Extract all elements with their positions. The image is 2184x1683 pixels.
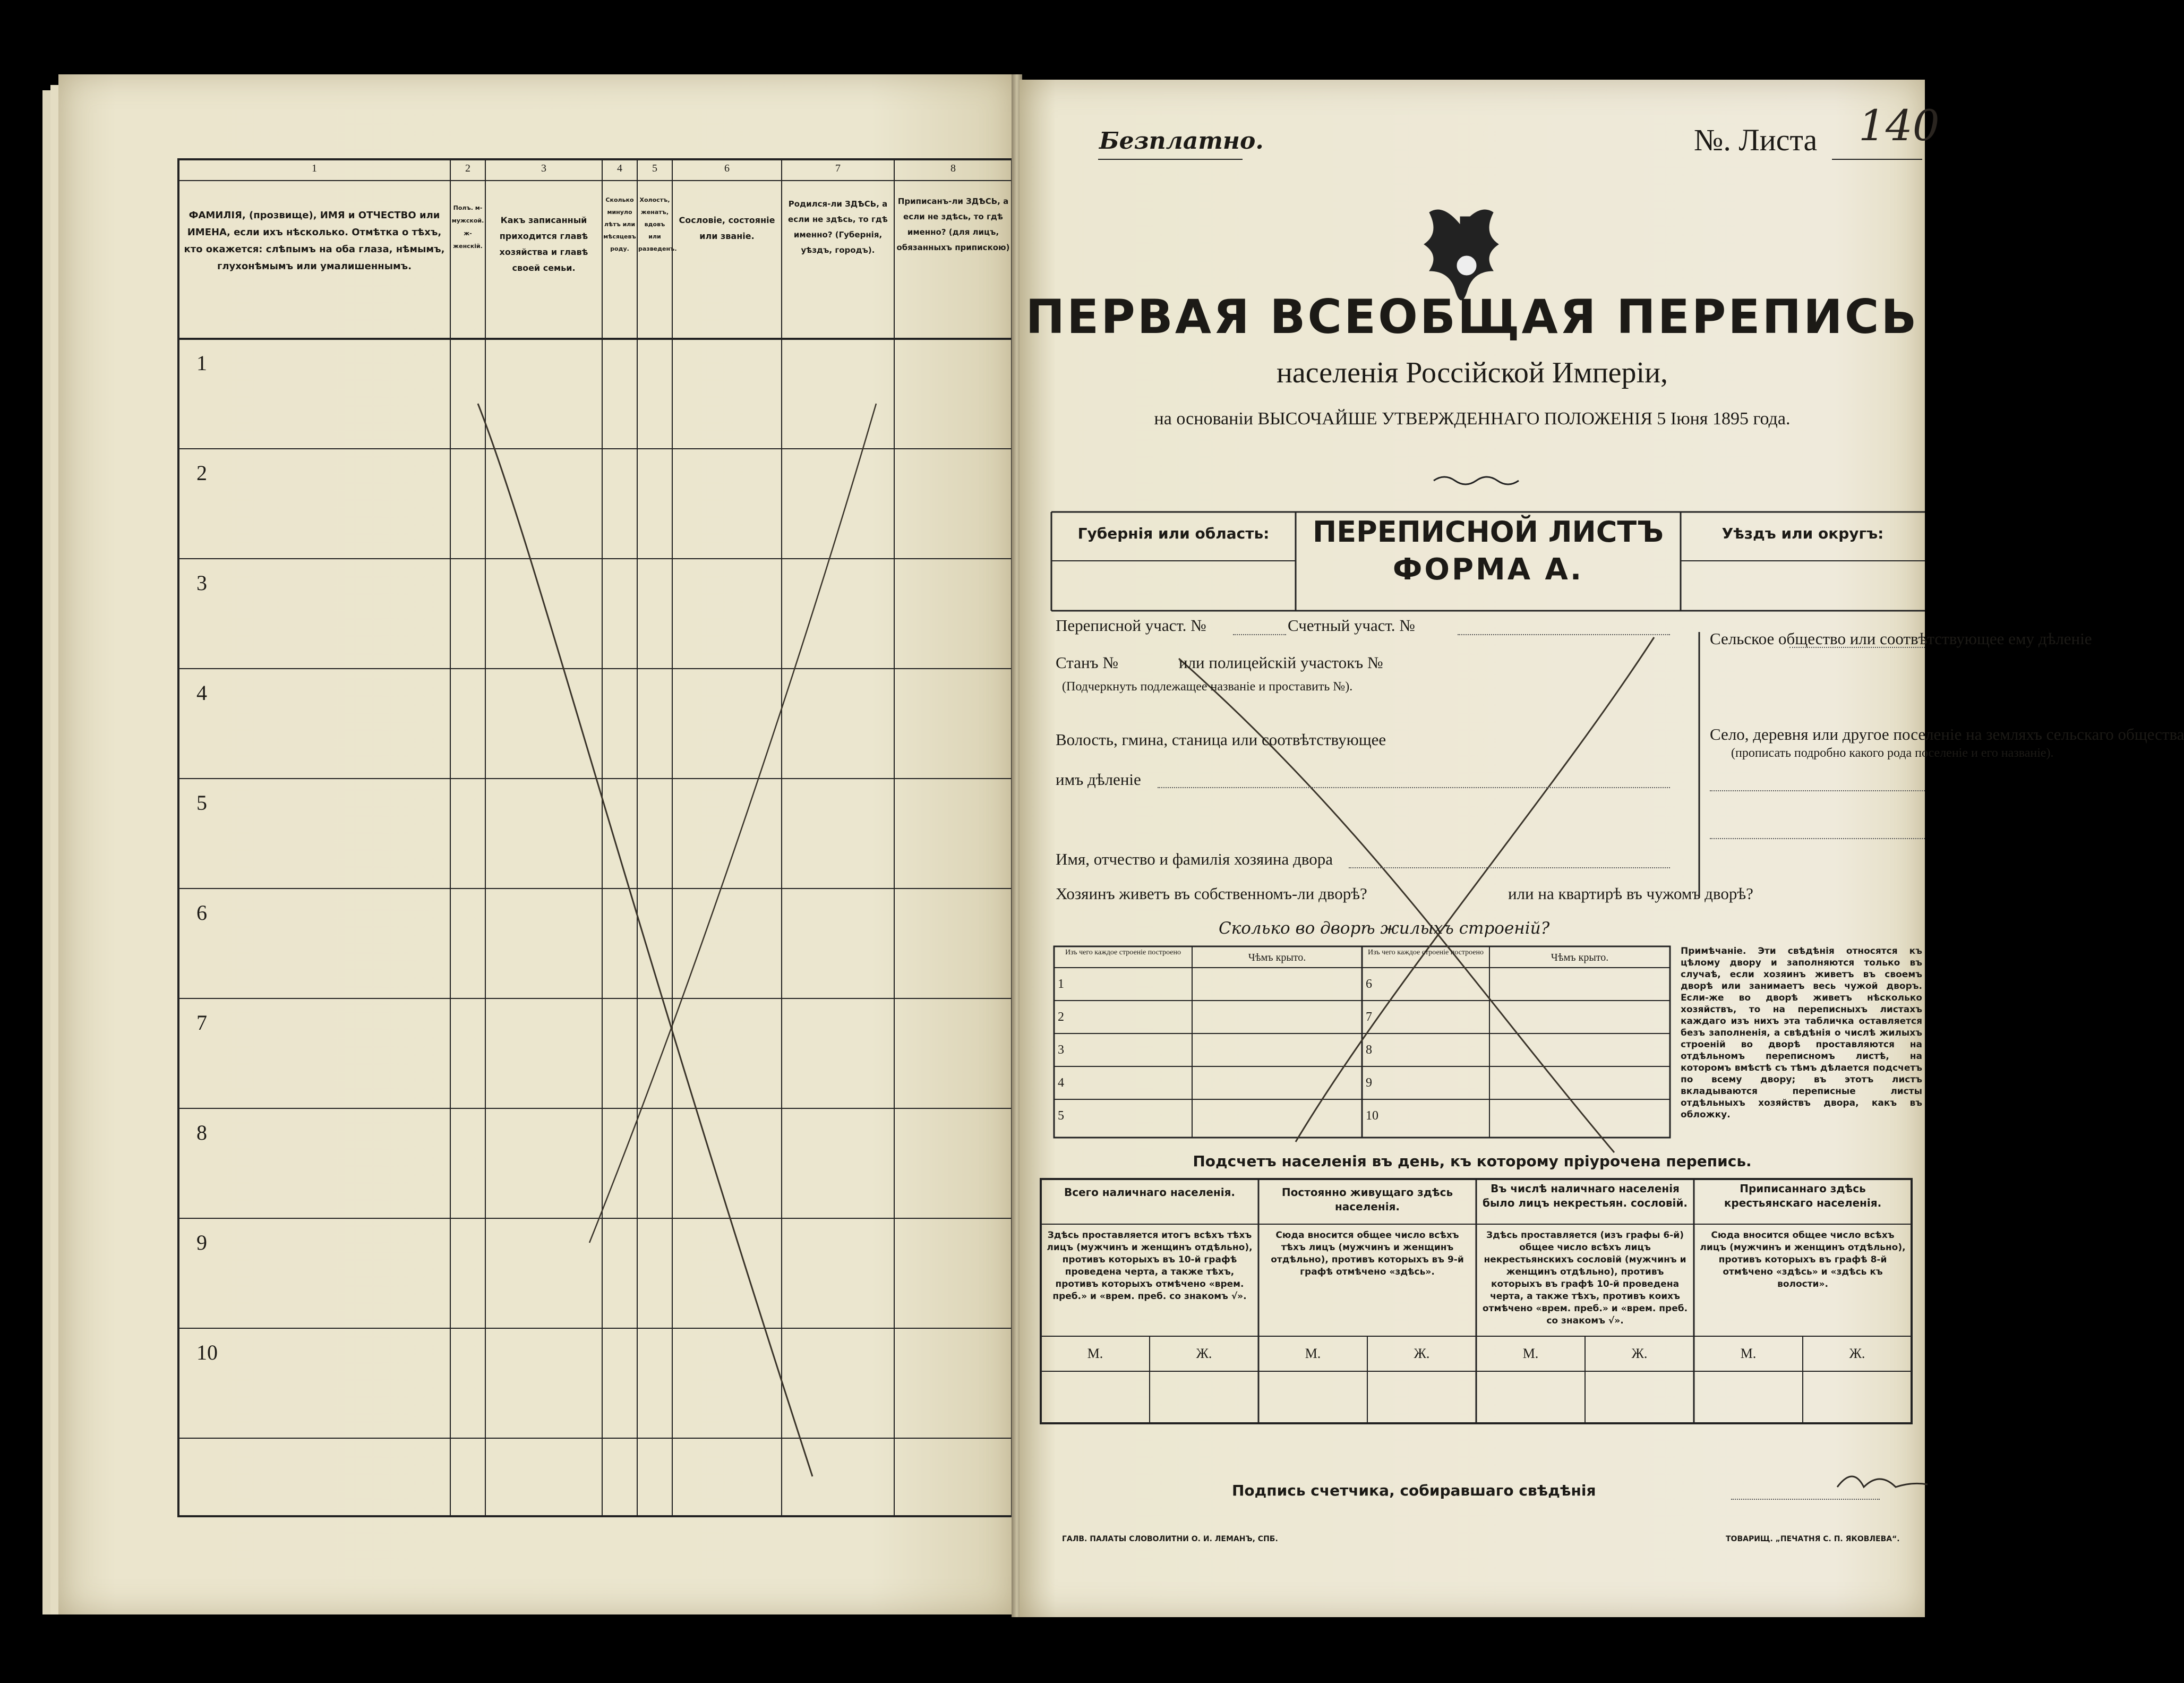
build-row-number: 4 (1058, 1076, 1064, 1090)
left-form-grid (58, 74, 1014, 1614)
row-number: 3 (196, 571, 207, 595)
column-number: 8 (950, 163, 956, 174)
count-head-peasant: Приписаннаго здѣсь крестьянскаго населенія. (1724, 1182, 1882, 1209)
volost-label-2: имъ дѣленіе (1056, 770, 1141, 789)
row-number: 2 (196, 461, 207, 485)
count-body-present: Здѣсь проставляется итогъ всѣхъ тѣхъ лицъ (мужчинъ и женщинъ отдѣльно), противъ которыхъ въ 10-й графѣ проведена черта, а также тѣхъ, противъ которыхъ отмѣчено «врем. преб.» и «врем. преб. со знакомъ √». (1047, 1230, 1253, 1302)
stan-label: Станъ № (1056, 653, 1118, 672)
uezd-label: Уѣздъ или округъ: (1721, 525, 1884, 542)
column-header-marital: Холостъ, женатъ, вдовъ или разведенъ. (638, 197, 677, 252)
build-col-material: Изъ чего каждое строеніе построено (1065, 949, 1181, 956)
column-header-sex: Полъ. м-мужской. ж-женскій. (451, 204, 484, 250)
column-header-age: Сколько минуло лѣтъ или мѣсяцевъ роду. (603, 197, 636, 252)
count-body-peasant: Сюда вносится общее число всѣхъ лицъ (мужчинъ и женщинъ отдѣльно), противъ которыхъ въ графѣ 8-й отмѣчено «здѣсь» и «здѣсь къ волости». (1700, 1230, 1906, 1289)
column-header-registered: Приписанъ-ли ЗДѢСЬ, а если не здѣсь, то гдѣ именно? (для лицъ, обязанныхъ припискою) (896, 197, 1010, 252)
lives-own-label: Хозяинъ живетъ въ собственномъ-ли дворѣ? (1056, 884, 1367, 903)
sheet-number: 140 (1858, 101, 1940, 150)
column-number: 7 (835, 163, 841, 174)
free-label: Безплатно. (1099, 127, 1264, 155)
printer-right: ТОВАРИЩ. „ПЕЧАТНЯ С. П. ЯКОВЛЕВА“. (1726, 1535, 1900, 1543)
row-number: 7 (196, 1011, 207, 1035)
selo-label: Село, деревня или другое поселеніе на земляхъ сельскаго общества (1710, 725, 2184, 744)
build-row-number: 6 (1366, 977, 1372, 991)
count-f-label: Ж. (1196, 1346, 1212, 1361)
gubernia-label: Губернія или область: (1077, 525, 1270, 542)
column-number: 2 (465, 163, 470, 174)
column-number: 3 (541, 163, 546, 174)
column-number: 1 (312, 163, 317, 174)
row-number: 9 (196, 1231, 207, 1254)
count-f-label: Ж. (1414, 1346, 1430, 1361)
row-number: 5 (196, 791, 207, 815)
count-head-nonpeasant: Въ числѣ наличнаго населенія было лицъ некрестьян. сословій. (1483, 1182, 1688, 1209)
build-row-number: 9 (1366, 1076, 1372, 1090)
build-note: Примѣчаніе. Эти свѣдѣнія относятся къ цѣлому двору и заполняются только въ случаѣ, если хозяинъ живетъ въ своемъ дворѣ или занимаетъ весь чужой дворъ. Если-же во дворѣ живетъ нѣсколько хозяйствъ, то на переписныхъ листахъ каждаго изъ нихъ эта табличка оставляется безъ заполненія, а свѣдѣнія о числѣ жилыхъ строеній во дворѣ проставляются на отдѣльномъ переписномъ листѣ, на которомъ вмѣстѣ съ тѣмъ дѣлается подсчетъ по всему двору; въ этотъ листъ вкладываются переписные листы отдѣльныхъ хозяйствъ двора, какъ въ обложку. (1681, 946, 1922, 1120)
build-row-number: 2 (1058, 1010, 1064, 1024)
build-row-number: 3 (1058, 1043, 1064, 1057)
selskoe-label: Сельское общество или соотвѣтствующее ему дѣленіе (1710, 629, 2092, 648)
form-title: ПЕРЕПИСНОЙ ЛИСТЪ (1313, 515, 1664, 549)
count-m-label: М. (1740, 1346, 1757, 1361)
census-basis: на основаніи ВЫСОЧАЙШЕ УТВЕРЖДЕННАГО ПОЛОЖЕНІЯ 5 Іюня 1895 года. (1154, 409, 1791, 429)
count-title: Подсчетъ населенія въ день, къ которому пріурочена перепись. (1193, 1152, 1752, 1170)
column-number: 6 (724, 163, 730, 174)
right-page (1020, 80, 2184, 1617)
count-m-label: М. (1305, 1346, 1321, 1361)
column-header-name: ФАМИЛІЯ, (прозвище), ИМЯ и ОТЧЕСТВО или ИМЕНА, если ихъ нѣсколько. Отмѣтка о тѣхъ, кто окажется: слѣпымъ на оба глаза, нѣмымъ, глухонѣмымъ или умалишеннымъ. (184, 210, 445, 272)
count-body-resident: Сюда вносится общее число всѣхъ тѣхъ лицъ (мужчинъ и женщинъ отдѣльно), противъ которыхъ въ 9-й графѣ отмѣчено «здѣсь». (1271, 1230, 1464, 1277)
underline-note: (Подчеркнуть подлежащее названіе и проставить №). (1062, 680, 1353, 694)
form-name: ФОРМА А. (1392, 552, 1584, 587)
count-head-present: Всего наличнаго населенія. (1064, 1186, 1236, 1199)
build-row-number: 10 (1366, 1109, 1378, 1123)
column-number: 4 (617, 163, 622, 174)
count-f-label: Ж. (1849, 1346, 1865, 1361)
owner-label: Имя, отчество и фамилія хозяина двора (1056, 850, 1333, 868)
count-m-label: М. (1522, 1346, 1539, 1361)
signature-label: Подпись счетчика, собиравшаго свѣдѣнія (1232, 1482, 1596, 1499)
police-label: или полицейскій участокъ № (1179, 653, 1383, 672)
census-subtitle: населенія Россійской Имперіи, (1276, 356, 1668, 389)
count-head-resident: Постоянно живущаго здѣсь населенія. (1281, 1186, 1453, 1213)
perepisnoy-label: Переписной участ. № (1056, 616, 1206, 635)
count-m-label: М. (1087, 1346, 1103, 1361)
column-number: 5 (652, 163, 657, 174)
row-number: 6 (196, 901, 207, 925)
build-row-number: 1 (1058, 977, 1064, 991)
build-row-number: 7 (1366, 1010, 1372, 1024)
row-number: 1 (196, 351, 207, 375)
sheet-label: №. Листа (1694, 123, 1818, 157)
column-header-relation: Какъ записанный приходится главѣ хозяйства и главѣ своей семьи. (499, 215, 588, 273)
build-col-roof-2: Чѣмъ крыто. (1551, 952, 1609, 963)
build-row-number: 8 (1366, 1043, 1372, 1057)
build-col-material-2: Изъ чего каждое строеніе построено (1368, 949, 1484, 956)
volost-label: Волость, гмина, станица или соотвѣтствующее (1056, 730, 1386, 749)
row-number: 4 (196, 681, 207, 705)
column-header-born: Родился-ли ЗДѢСЬ, а если не здѣсь, то гдѣ именно? (Губернія, уѣздъ, городъ). (788, 199, 888, 255)
lives-rent-label: или на квартирѣ въ чужомъ дворѣ? (1508, 884, 1753, 903)
schetny-label: Счетный участ. № (1288, 616, 1415, 635)
build-col-roof: Чѣмъ крыто. (1248, 952, 1306, 963)
column-header-estate: Сословіе, состояніе или званіе. (679, 215, 775, 241)
row-number: 8 (196, 1121, 207, 1144)
count-f-label: Ж. (1631, 1346, 1648, 1361)
row-number: 10 (196, 1340, 218, 1364)
printer-left: ГАЛВ. ПАЛАТЫ СЛОВОЛИТНИ О. И. ЛЕМАНЪ, СПБ. (1062, 1535, 1278, 1543)
eagle-crest-icon (1424, 210, 1498, 300)
count-body-nonpeasant: Здѣсь проставляется (изъ графы 6-й) общее число всѣхъ лицъ некрестьянскихъ сословій (мужчинъ и женщинъ отдѣльно), противъ которыхъ въ графѣ 10-й проведена черта, а также тѣхъ, противъ коихъ отмѣчено «врем. преб.» и «врем. преб. со знакомъ √». (1482, 1230, 1688, 1326)
build-row-number: 5 (1058, 1109, 1064, 1123)
selo-note: (прописать подробно какого рода поселеніе и его названіе). (1731, 746, 2054, 760)
census-title: ПЕРВАЯ ВСЕОБЩАЯ ПЕРЕПИСЬ (1025, 289, 1919, 344)
how-many-label: Сколько во дворѣ жилыхъ строеній? (1219, 919, 1550, 938)
left-page (58, 74, 1014, 1614)
